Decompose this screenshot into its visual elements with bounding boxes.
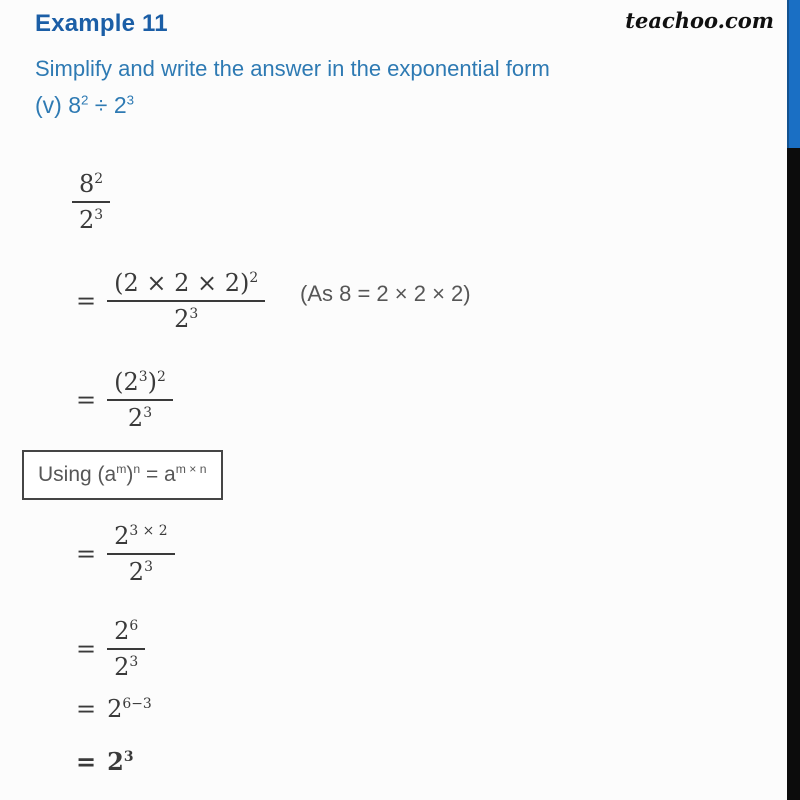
exponent-rule-box: Using $(a^m)^n = a^{m \times n}$	[22, 450, 223, 500]
step-annotation: (As 8 = 2 × 2 × 2)	[300, 281, 471, 306]
fraction-numerator: $2^6$	[107, 617, 145, 650]
fraction	[107, 269, 265, 333]
right-edge-black-bar	[787, 148, 800, 800]
equals-sign: =	[76, 635, 97, 663]
fraction-numerator: $(2^3)^2$	[107, 368, 173, 401]
problem-statement: (v) $8^2 \div 2^3$	[35, 92, 135, 118]
fraction-numerator: $2^{3 \times 2}$	[107, 522, 174, 555]
right-edge-blue-bar	[787, 0, 800, 148]
math-step-original-fraction	[72, 170, 110, 234]
equals-sign: =	[76, 747, 97, 776]
fraction-denominator: $2^3$	[127, 404, 153, 432]
question-text: Simplify and write the answer in the exponential form	[35, 56, 550, 81]
teachoo-logo: teachoo.com	[625, 8, 774, 33]
equals-sign: =	[76, 287, 97, 315]
math-step-power-form	[76, 368, 173, 432]
equals-sign: =	[76, 540, 97, 568]
equals-sign: =	[76, 386, 97, 414]
final-answer: $2^3$	[107, 747, 134, 776]
fraction	[107, 617, 145, 681]
math-step-expand-8	[76, 269, 265, 333]
fraction-denominator: $2^3$	[174, 305, 199, 333]
fraction-denominator: $2^3$	[128, 558, 153, 586]
math-step-simplify-exponent	[76, 617, 145, 681]
fraction-numerator: $(2 \times 2 \times 2)^2$	[107, 269, 265, 302]
math-step-subtract-exponents	[76, 695, 152, 723]
math-step-final-answer	[76, 747, 134, 776]
fraction	[72, 170, 110, 234]
equals-sign: =	[76, 695, 97, 723]
fraction-denominator: $2^3$	[114, 653, 139, 681]
fraction-denominator: $2^3$	[79, 206, 104, 234]
example-title: Example 11	[35, 10, 168, 37]
fraction	[107, 368, 173, 432]
fraction	[107, 522, 174, 586]
math-step-apply-rule	[76, 522, 175, 586]
expression: $2^{6-3}$	[107, 695, 152, 723]
fraction-numerator: $8^2$	[72, 170, 110, 203]
